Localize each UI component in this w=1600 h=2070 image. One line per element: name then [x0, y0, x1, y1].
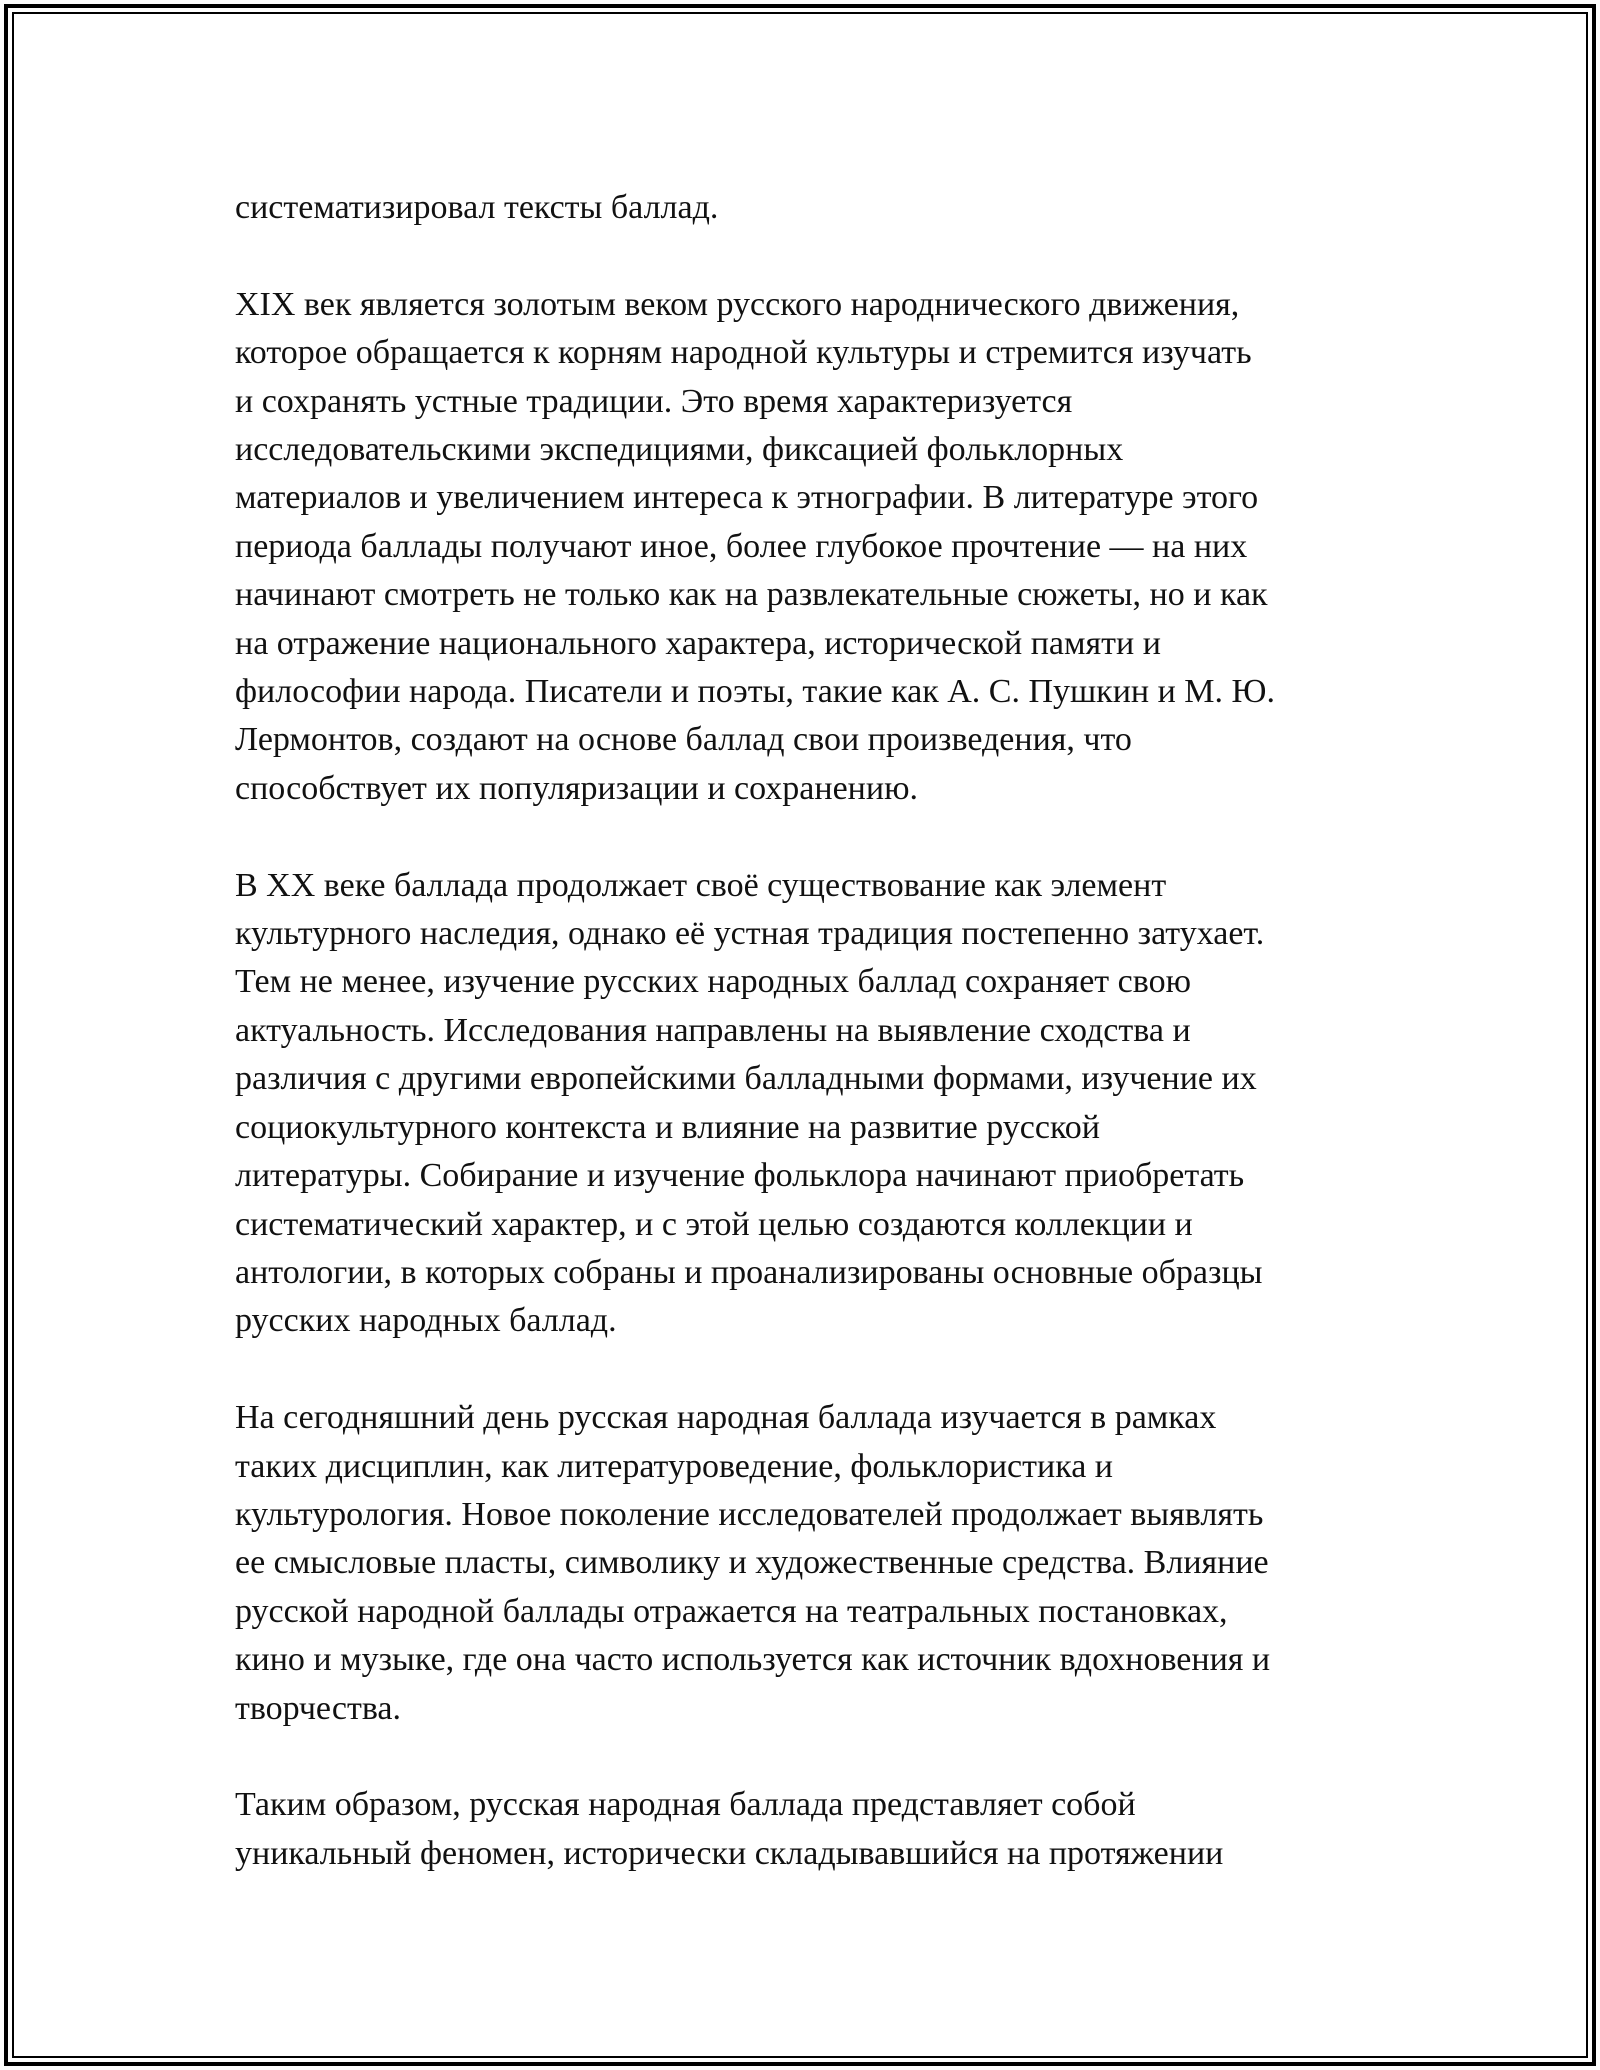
text-line: кино и музыке, где она часто используется как источник вдохновения и: [235, 1641, 1271, 1679]
text-line: начинают смотреть не только как на развлекательные сюжеты, но и как: [235, 576, 1268, 614]
text-line: На сегодняшний день русская народная баллада изучается в рамках: [235, 1399, 1217, 1437]
text-line: периода баллады получают иное, более глубокое прочтение — на них: [235, 527, 1248, 565]
text-line: и сохранять устные традиции. Это время характеризуется: [235, 382, 1073, 420]
paragraph-1: [235, 184, 1375, 232]
paragraph-5: [235, 1781, 1375, 1878]
text-line: уникальный феномен, исторически складывавшийся на протяжении: [235, 1834, 1224, 1872]
text-line: культурология. Новое поколение исследователей продолжает выявлять: [235, 1495, 1264, 1533]
text-line: ее смысловые пласты, символику и художественные средства. Влияние: [235, 1544, 1269, 1582]
text-line: русских народных баллад.: [235, 1302, 617, 1340]
text-line: философии народа. Писатели и поэты, такие как А. С. Пушкин и М. Ю.: [235, 673, 1275, 711]
text-line: способствует их популяризации и сохранению.: [235, 769, 918, 807]
text-line: исследовательскими экспедициями, фиксацией фольклорных: [235, 431, 1124, 469]
text-line: XIX век является золотым веком русского народнического движения,: [235, 285, 1240, 323]
text-line: материалов и увеличением интереса к этнографии. В литературе этого: [235, 479, 1259, 517]
text-line: которое обращается к корням народной культуры и стремится изучать: [235, 334, 1252, 372]
paragraph-2: [235, 281, 1375, 813]
paragraph-4: [235, 1394, 1375, 1733]
text-line: Лермонтов, создают на основе баллад свои произведения, что: [235, 721, 1132, 759]
text-line: систематический характер, и с этой целью создаются коллекции и: [235, 1205, 1193, 1243]
text-line: актуальность. Исследования направлены на выявление сходства и: [235, 1011, 1191, 1049]
text-line: творчества.: [235, 1689, 402, 1727]
text-line: на отражение национального характера, исторической памяти и: [235, 624, 1161, 662]
text-line: Тем не менее, изучение русских народных баллад сохраняет свою: [235, 963, 1191, 1001]
text-line: антологии, в которых собраны и проанализированы основные образцы: [235, 1253, 1263, 1291]
text-line: различия с другими европейскими балладными формами, изучение их: [235, 1060, 1257, 1098]
text-line: таких дисциплин, как литературоведение, фольклористика и: [235, 1447, 1113, 1485]
text-line: культурного наследия, однако её устная традиция постепенно затухает.: [235, 915, 1265, 953]
text-line: систематизировал тексты баллад.: [235, 189, 719, 226]
text-line: Таким образом, русская народная баллада представляет собой: [235, 1786, 1136, 1824]
text-line: социокультурного контекста и влияние на развитие русской: [235, 1108, 1100, 1146]
text-line: русской народной баллады отражается на театральных постановках,: [235, 1592, 1228, 1630]
text-line: литературы. Собирание и изучение фольклора начинают приобретать: [235, 1157, 1245, 1195]
text-line: В XX веке баллада продолжает своё существование как элемент: [235, 866, 1167, 904]
document-body: [235, 184, 1375, 1927]
paragraph-3: [235, 862, 1375, 1346]
